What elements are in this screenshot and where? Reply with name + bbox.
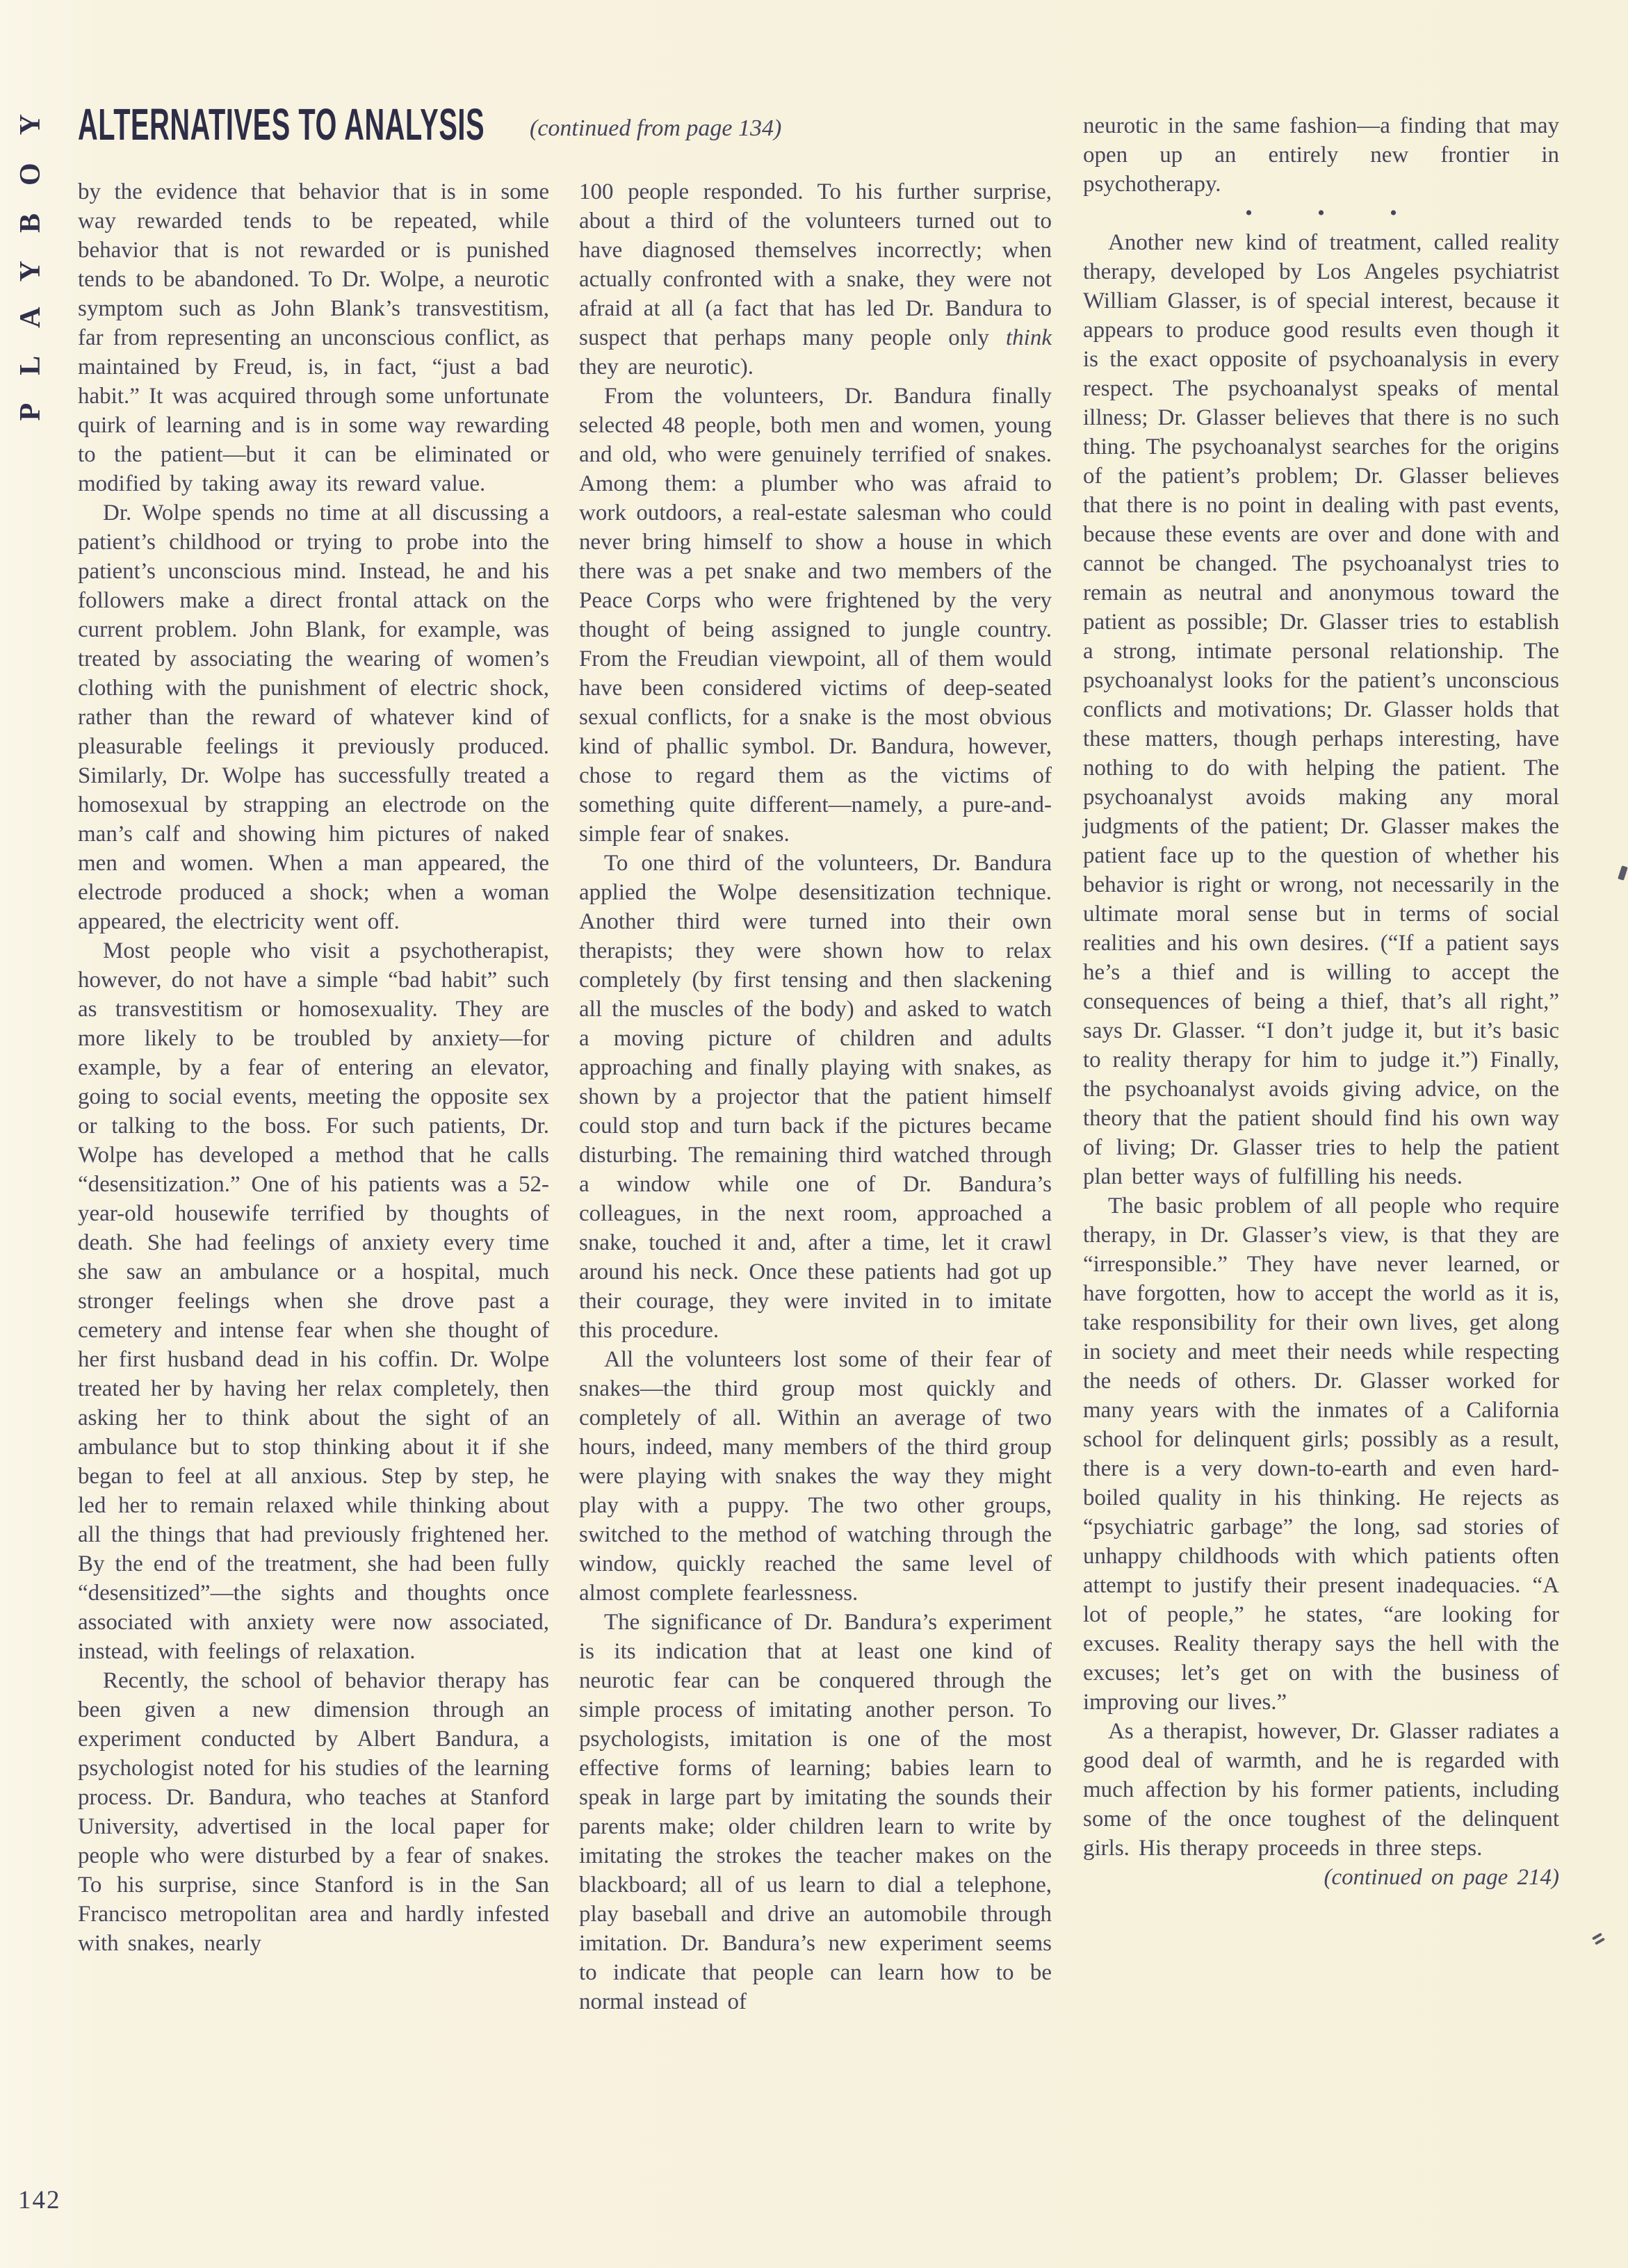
body-text: To one third of the volunteers, Dr. Bandura applied the Wolpe desensitization technique. Another third were turned into their own therapists; they were shown how to relax completely (by first tensing and then slackening all the muscles of the body) and asked to watch a moving picture of children and adults approaching and finally playing with snakes, as shown by a projector that the patient himself could stop and turn back if the pictures became disturbing. The remaining third watched through a window while one of Dr. Bandura’s colleagues, in the next room, approached a snake, touched it and, after a time, let it crawl around his neck. Once these patients had got up their courage, they were invited in to imitate this procedure. bbox=[579, 851, 1052, 1343]
paragraph bbox=[78, 1666, 549, 1958]
paragraph bbox=[78, 936, 549, 1666]
paragraph bbox=[78, 177, 549, 498]
body-text: • • • bbox=[1245, 202, 1421, 225]
section-separator bbox=[1083, 199, 1559, 228]
text-column-1 bbox=[78, 177, 549, 1958]
body-text: by the evidence that behavior that is in some way rewarded tends to be repeated, while behavior that is not rewarded or is punished tends to be abandoned. To Dr. Wolpe, a neurotic symptom such as John Blank’s transvestitism, far from representing an unconscious conflict, as maintained by Freud, is, in fact, “just a bad habit.” It was acquired through some unfortunate quirk of learning and is in some way rewarding to the patient—but it can be eliminated or modified by taking away its reward value. bbox=[78, 179, 549, 496]
body-text: Most people who visit a psychotherapist, however, do not have a simple “bad habit” such as transvestitism or homosexuality. They are more likely to be troubled by anxiety—for example, by a fear of entering an elevator, going to social events, meeting the opposite sex or talking to the boss. For such patients, Dr. Wolpe has developed a method that he calls “desensitization.” One of his patients was a 52-year-old housewife terrified by thoughts of death. She had feelings of anxiety every time she saw an ambulance or a hospital, much stronger feelings when she drove past a cemetery and intense fear when she thought of her first husband dead in his coffin. Dr. Wolpe treated her by having her relax completely, then asking her to think about the sight of an ambulance but to stop thinking about it if she began to feel at all anxious. Step by step, he led her to remain relaxed while thinking about all the things that had previously frightened her. By the end of the treatment, she had been fully “desensitized”—the sights and thoughts once associated with anxiety were now associated, instead, with feelings of relaxation. bbox=[78, 938, 549, 1664]
text-column-3 bbox=[1083, 111, 1559, 1892]
body-text: Recently, the school of behavior therapy has been given a new dimension through an experiment conducted by Albert Bandura, a psychologist noted for his studies of the learning process. Dr. Bandura, who teaches at Stanford University, advertised in the local paper for people who were disturbed by a fear of snakes. To his surprise, since Stanford is in the San Francisco metropolitan area and hardly infested with snakes, nearly bbox=[78, 1668, 549, 1956]
paragraph bbox=[579, 1608, 1052, 2016]
continuation-note: (continued from page 134) bbox=[530, 115, 782, 141]
body-text: All the volunteers lost some of their fear of snakes—the third group most quickly and completely of all. Within an average of two hours, indeed, many members of the third group were playing with snakes the way they might play with a puppy. The two other groups, switched to the method of watching through the window, quickly reached the same level of almost complete fearlessness. bbox=[579, 1347, 1052, 1606]
paragraph bbox=[579, 849, 1052, 1345]
article-title: ALTERNATIVES TO ANALYSIS bbox=[78, 99, 485, 149]
spine-magazine-title: PLAYBOY bbox=[15, 86, 47, 421]
paragraph bbox=[1083, 228, 1559, 1191]
italic-text: (continued on page 214) bbox=[1324, 1865, 1559, 1890]
italic-text: think bbox=[1006, 325, 1052, 350]
paragraph bbox=[1083, 1191, 1559, 1717]
paragraph bbox=[579, 1345, 1052, 1608]
body-text: The significance of Dr. Bandura’s experiment is its indication that at least one kind of neurotic fear can be conquered through the simple process of imitating another person. To psychologists, imitation is one of the most effective forms of learning; babies learn to speak in large part by imitating the sounds their parents make; older children learn to write by imitating the strokes the teacher makes on the blackboard; all of us learn to dial a telephone, play baseball and drive an automobile through imitation. Dr. Bandura’s new experiment seems to indicate that people can learn how to be normal instead of bbox=[579, 1610, 1052, 2014]
body-text: 100 people responded. To his further surprise, about a third of the volunteers turned out to have diagnosed themselves incorrectly; when actually confronted with a snake, they were not afraid at all (a fact that has led Dr. Bandura to suspect that perhaps many people only bbox=[579, 179, 1052, 350]
paragraph bbox=[579, 382, 1052, 849]
ink-speck bbox=[1618, 865, 1628, 881]
paragraph bbox=[579, 177, 1052, 382]
body-text: they are neurotic). bbox=[579, 354, 754, 380]
continued-note bbox=[1083, 1863, 1559, 1892]
text-column-2 bbox=[579, 177, 1052, 2016]
paragraph bbox=[78, 498, 549, 936]
body-text: The basic problem of all people who require therapy, in Dr. Glasser’s view, is that they are “irresponsible.” They have never learned, or have forgotten, how to accept the world as it is, take responsibility for their own lives, get along in society and meet their needs while respecting the needs of others. Dr. Glasser worked for many years with the inmates of a California school for delinquent girls; possibly as a result, there is a very down-to-earth and even hard-boiled quality in his thinking. He rejects as “psychiatric garbage” the long, sad stories of unhappy childhoods with which patients often attempt to justify their present inadequacies. “A lot of people,” he states, “are looking for excuses. Reality therapy says the hell with the excuses; let’s get on with the business of improving our lives.” bbox=[1083, 1193, 1559, 1715]
ink-speck bbox=[1592, 1933, 1602, 1941]
body-text: Dr. Wolpe spends no time at all discussing a patient’s childhood or trying to probe into the patient’s unconscious mind. Instead, he and his followers make a direct frontal attack on the current problem. John Blank, for example, was treated by associating the wearing of women’s clothing with the punishment of electric shock, rather than the reward of whatever kind of pleasurable feelings it previously produced. Similarly, Dr. Wolpe has successfully treated a homosexual by strapping an electrode on the man’s calf and showing him pictures of naked men and women. When a man appeared, the electrode produced a shock; when a woman appeared, the electricity went off. bbox=[78, 500, 549, 934]
body-text: neurotic in the same fashion—a finding that may open up an entirely new frontier in psychotherapy. bbox=[1083, 113, 1559, 197]
body-text: Another new kind of treatment, called reality therapy, developed by Los Angeles psychiatrist William Glasser, is of special interest, because it appears to produce good results even though it is the exact opposite of psychoanalysis in every respect. The psychoanalyst speaks of mental illness; Dr. Glasser believes that there is no such thing. The psychoanalyst searches for the origins of the patient’s problem; Dr. Glasser believes that there is no point in dealing with past events, because these events are over and done with and cannot be changed. The psychoanalyst tries to remain as neutral and anonymous toward the patient as possible; Dr. Glasser tries to establish a strong, intimate personal relationship. The psychoanalyst looks for the patient’s unconscious conflicts and motivations; Dr. Glasser holds that these matters, though perhaps interesting, have nothing to do with helping the patient. The psychoanalyst avoids making any moral judgments of the patient; Dr. Glasser makes the patient face up to the question of whether his behavior is right or wrong, not necessarily in the ultimate moral sense but in terms of social realities and his own desires. (“If a patient says he’s a thief and is willing to accept the consequences of being a thief, that’s all right,” says Dr. Glasser. “I don’t judge it, but it’s basic to reality therapy for him to judge it.”) Finally, the psychoanalyst avoids giving advice, on the theory that the patient should find his own way of living; Dr. Glasser tries to help the patient plan better ways of fulfilling his needs. bbox=[1083, 230, 1559, 1189]
article-header bbox=[78, 99, 1051, 149]
body-text: From the volunteers, Dr. Bandura finally selected 48 people, both men and women, young and old, who were genuinely terrified of snakes. Among them: a plumber who was afraid to work outdoors, a real-estate salesman who could never bring himself to show a house in which there was a pet snake and two members of the Peace Corps who were frightened by the very thought of being assigned to jungle country. From the Freudian viewpoint, all of them would have been considered victims of deep-seated sexual conflicts, for a snake is the most obvious kind of phallic symbol. Dr. Bandura, however, chose to regard them as the victims of something quite different—namely, a pure-and-simple fear of snakes. bbox=[579, 384, 1052, 847]
body-text: As a therapist, however, Dr. Glasser radiates a good deal of warmth, and he is regarded with much affection by his former patients, including some of the once toughest of the delinquent girls. His therapy proceeds in three steps. bbox=[1083, 1719, 1559, 1861]
page-number: 142 bbox=[18, 2186, 61, 2214]
paragraph bbox=[1083, 111, 1559, 199]
paragraph bbox=[1083, 1717, 1559, 1863]
